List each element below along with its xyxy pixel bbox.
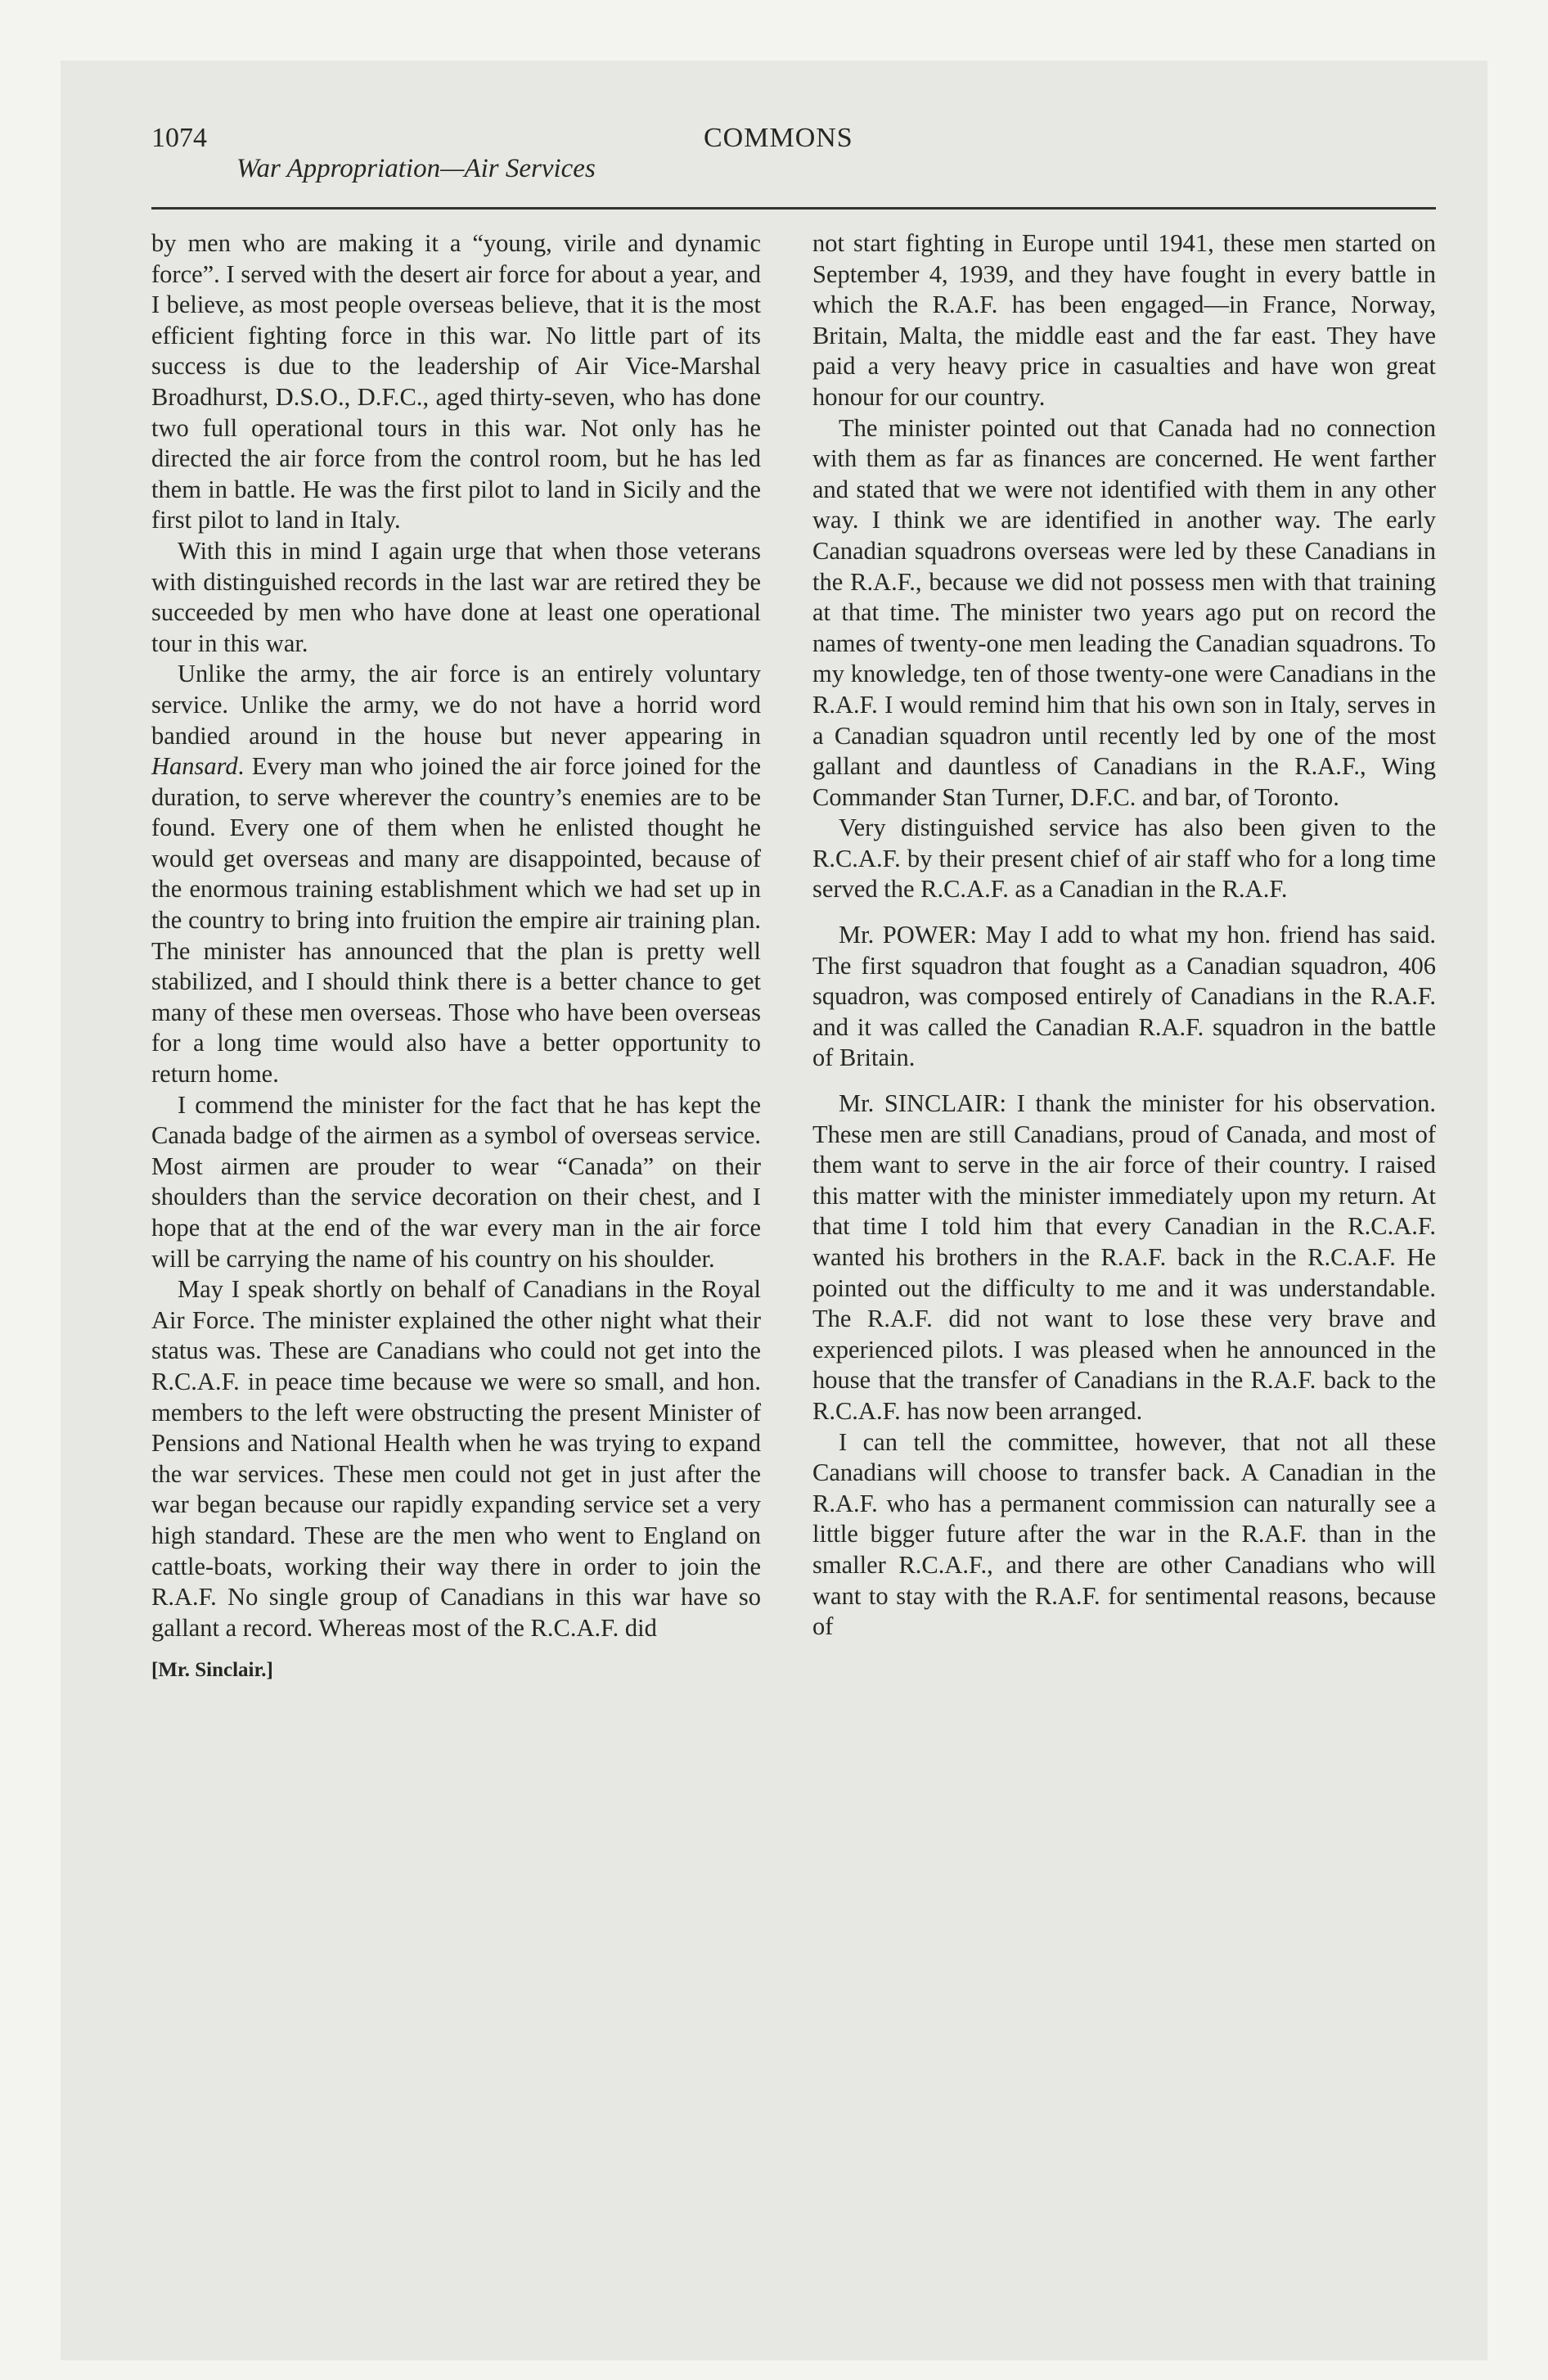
paragraph: [812, 920, 1436, 1074]
header-rule: [151, 207, 1436, 210]
running-subtitle: War Appropriation—Air Services: [236, 154, 596, 183]
left-column: [151, 228, 761, 1686]
paragraph-text: . Every man who joined the air force joined for the duration, to serve wherever the country’s enemies are to be found. Every one of them when he enlisted thought he would get overseas and many are disappointed, because of the enormous training establishment which we had set up in the country to bring into fruition the empire air training plan. The minister has announced that the plan is pretty well stabilized, and I should think there is a better chance to get many of these men overseas. Those who have been overseas for a long time would also have a better opportunity to return home.: [151, 752, 761, 1089]
right-column: [812, 228, 1436, 1643]
paragraph: May I speak shortly on behalf of Canadians in the Royal Air Force. The minister explained the other night what their status was. These are Canadians who could not get into the R.C.A.F. in peace time because we were so small, and hon. members to the left were obstructing the present Minister of Pensions and National Health when he was trying to expand the war services. These men could not get in just after the war began because our rapidly expanding service set a very high standard. These are the men who went to England on cattle-boats, working their way there in order to join the R.A.F. No single group of Canadians in this war have so gallant a record. Whereas most of the R.C.A.F. did: [151, 1275, 761, 1642]
speaker-name: Mr. SINCLAIR:: [839, 1089, 1007, 1118]
paragraph: [151, 659, 761, 1089]
page-number: 1074: [151, 123, 207, 153]
paragraph-text: I thank the minister for his observation. These men are still Canadians, proud of Canada, and most of them want to serve in the air force of their country. I raised this matter with the minister immediately upon my return. At that time I told him that every Canadian in the R.C.A.F. wanted his brothers in the R.A.F. back in the R.C.A.F. He pointed out the difficulty to me and it was understandable. The R.A.F. did not want to lose these very brave and experienced pilots. I was pleased when he announced in the house that the transfer of Canadians in the R.A.F. back to the R.C.A.F. has now been arranged.: [812, 1089, 1437, 1425]
paragraph: not start fighting in Europe until 1941, these men started on September 4, 1939, and they have fought in every battle in which the R.A.F. has been engaged—in France, Norway, Britain, Malta, the middle east and the far east. They have paid a very heavy price in casualties and have won great honour for our country.: [812, 229, 1436, 411]
paragraph: [812, 1089, 1436, 1427]
paragraph: I can tell the committee, however, that not all these Canadians will choose to transfer back. A Canadian in the R.A.F. who has a permanent commission can naturally see a little bigger future after the war in the R.A.F. than in the smaller R.C.A.F., and there are other Canadians who will want to stay with the R.A.F. for sentimental reasons, because of: [812, 1427, 1436, 1641]
italic-hansard: Hansard: [151, 752, 238, 781]
paragraph: Very distinguished service has also been given to the R.C.A.F. by their present chief of air staff who for a long time served the R.C.A.F. as a Canadian in the R.A.F.: [812, 814, 1436, 904]
running-title: COMMONS: [704, 123, 853, 153]
paragraph-text: Unlike the army, the air force is an entirely voluntary service. Unlike the army, we do not have a horrid word bandied around in the house but never appearing in: [151, 660, 761, 750]
paragraph-text: May I add to what my hon. friend has said. The first squadron that fought as a Canadian squadron, 406 squadron, was composed entirely of Canadians in the R.A.F. and it was called the Canadian R.A.F. squadron in the battle of Britain.: [812, 921, 1436, 1072]
paragraph: With this in mind I again urge that when those veterans with distinguished records in the last war are retired they be succeeded by men who have done at least one operational tour in this war.: [151, 536, 761, 657]
paragraph: by men who are making it a “young, virile and dynamic force”. I served with the desert air force for about a year, and I believe, as most people overseas believe, that it is the most efficient fighting force in this war. No little part of its success is due to the leadership of Air Vice-Marshal Broadhurst, D.S.O., D.F.C., aged thirty-seven, who has done two full operational tours in this war. Not only has he directed the air force from the control room, but he has led them in battle. He was the first pilot to land in Sicily and the first pilot to land in Italy.: [151, 229, 761, 534]
speaker-name: Mr. POWER:: [839, 921, 977, 949]
speaker-footer: [Mr. Sinclair.]: [151, 1659, 273, 1682]
paragraph: I commend the minister for the fact that he has kept the Canada badge of the airmen as a symbol of overseas service. Most airmen are prouder to wear “Canada” on their shoulders than the service decoration on their chest, and I hope that at the end of the war every man in the air force will be carrying the name of his country on his shoulder.: [151, 1090, 761, 1273]
paragraph: The minister pointed out that Canada had no connection with them as far as finances are concerned. He went farther and stated that we were not identified with them in any other way. I think we are identified in another way. The early Canadian squadrons overseas were led by these Canadians in the R.A.F., because we did not possess men with that training at that time. The minister two years ago put on record the names of twenty-one men leading the Canadian squadrons. To my knowledge, ten of those twenty-one were Canadians in the R.A.F. I would remind him that his own son in Italy, serves in a Canadian squadron until recently led by one of the most gallant and dauntless of Canadians in the R.A.F., Wing Commander Stan Turner, D.F.C. and bar, of Toronto.: [812, 413, 1436, 811]
document-page: [151, 119, 1436, 2313]
page-header: [151, 119, 1436, 210]
